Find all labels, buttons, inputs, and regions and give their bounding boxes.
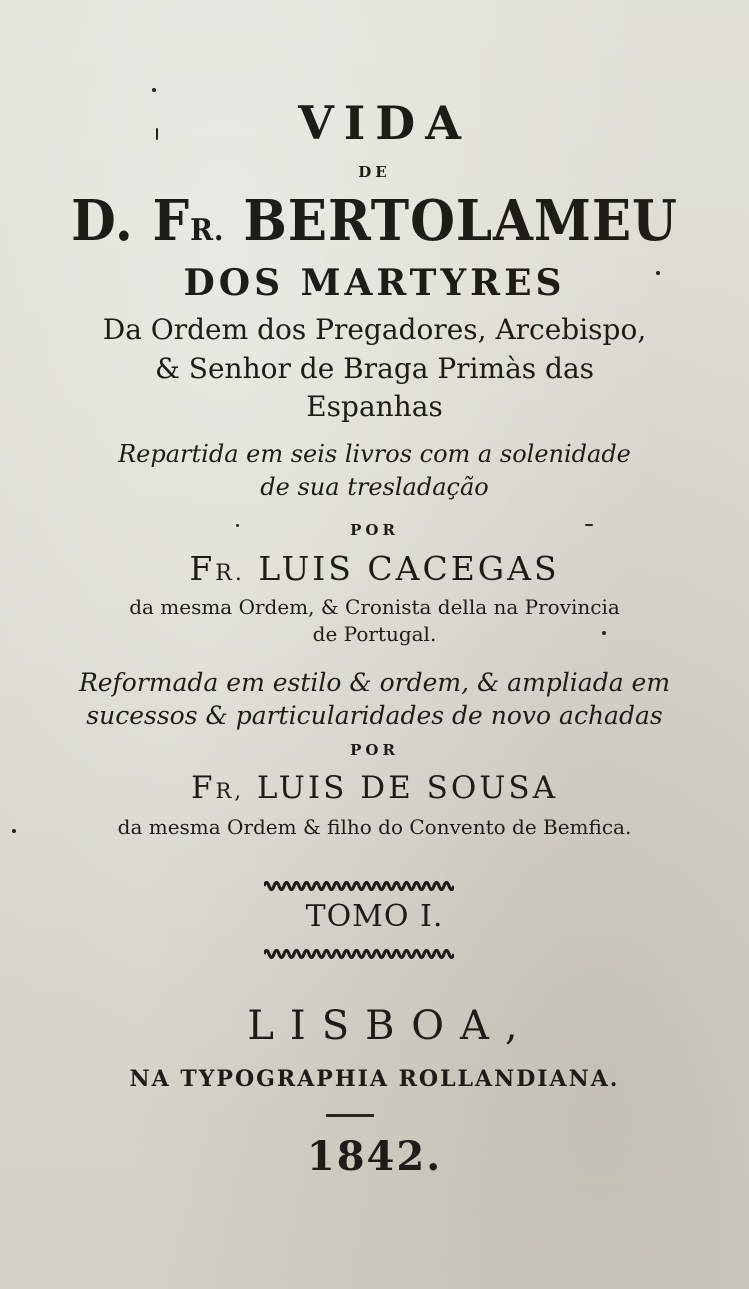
wavy-ornament-icon xyxy=(264,879,454,893)
paper-speck xyxy=(152,88,156,92)
author2-description: da mesma Ordem & filho do Convento de Bemfica. xyxy=(117,815,632,839)
por-label: POR xyxy=(350,741,399,759)
reformada-line: sucessos & particularidades de novo achadas xyxy=(86,701,663,730)
paper-speck xyxy=(602,631,606,635)
repartida-line: Repartida em seis livros com a solenidade xyxy=(118,440,631,468)
paper-speck xyxy=(656,271,660,275)
subject-order-line: Da Ordem dos Pregadores, Arcebispo, xyxy=(102,313,647,346)
imprint-year: 1842. xyxy=(306,1133,443,1180)
subject-order-line: Espanhas xyxy=(306,390,443,423)
imprint-city: LISBOA, xyxy=(247,1003,534,1049)
subject-name-main: BERTOLAMEU xyxy=(224,188,678,254)
author2-prefix: F xyxy=(191,770,216,806)
author1-name-main: LUIS CACEGAS xyxy=(244,549,560,588)
subject-order-line: & Senhor de Braga Primàs das xyxy=(154,352,595,385)
subject-name xyxy=(30,188,719,254)
subject-name-fr-suffix: R. xyxy=(190,213,225,248)
paper-speck xyxy=(236,524,239,527)
title-de: DE xyxy=(358,163,391,181)
title-vida: VIDA xyxy=(298,96,471,150)
volume-label: TOMO I. xyxy=(305,899,444,934)
author1-description: da mesma Ordem, & Cronista della na Provincia xyxy=(129,595,620,619)
por-label: POR xyxy=(350,521,399,539)
reformada-line: Reformada em estilo & ordem, & ampliada em xyxy=(78,668,671,697)
author1-fr-suffix: R. xyxy=(215,561,245,586)
subject-name-prefix: D. F xyxy=(71,188,191,254)
paper-speck xyxy=(585,524,593,526)
author2-name xyxy=(0,770,749,806)
author1-name xyxy=(0,549,749,588)
subject-epithet: DOS MARTYRES xyxy=(183,262,566,304)
paper-speck xyxy=(12,829,16,833)
imprint-printer: NA TYPOGRAPHIA ROLLANDIANA. xyxy=(129,1066,620,1092)
wavy-ornament-icon xyxy=(264,947,454,961)
author1-description: de Portugal. xyxy=(312,622,437,646)
author2-name-main: LUIS DE SOUSA xyxy=(244,770,558,806)
author2-fr-suffix: R, xyxy=(215,779,245,803)
paper-speck xyxy=(156,128,158,140)
imprint-divider xyxy=(326,1114,374,1117)
author1-prefix: F xyxy=(189,549,216,588)
repartida-line: de sua tresladação xyxy=(260,473,489,501)
